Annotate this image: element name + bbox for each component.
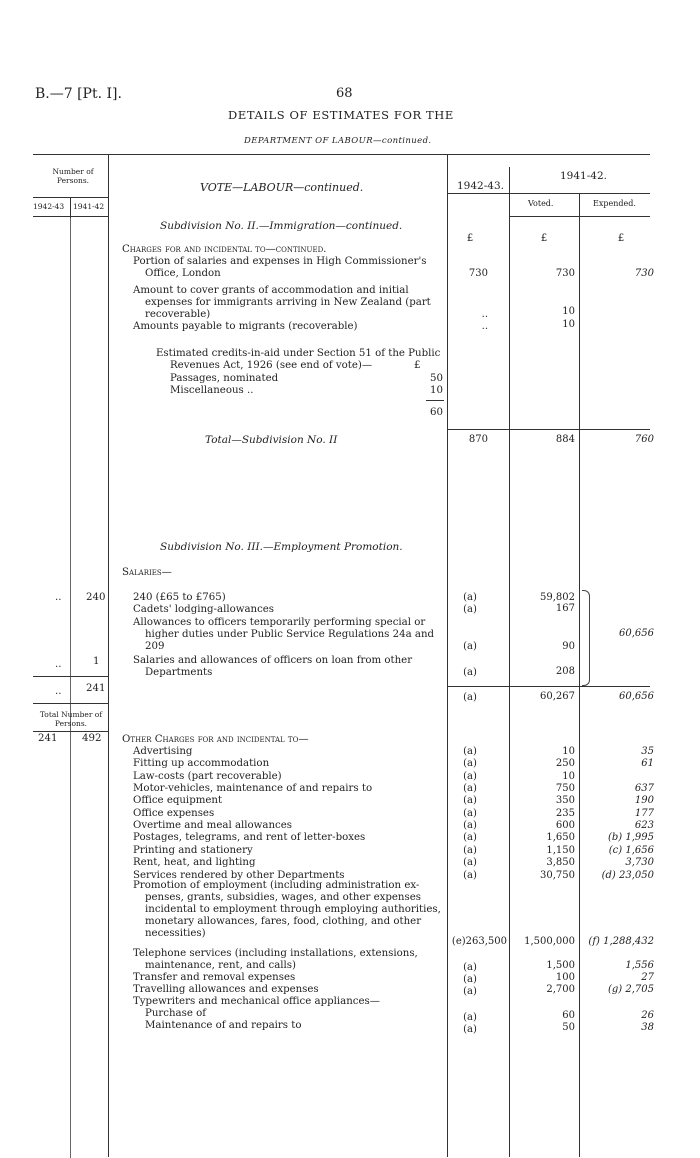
amount-voted: 1,650: [546, 832, 575, 843]
amount-expended: (g) 2,705: [607, 984, 654, 995]
amount-voted: 10: [562, 306, 575, 317]
persons-year-1942-43: 1942-43: [33, 202, 65, 211]
persons-1941-42: 241: [86, 683, 106, 694]
amount-expended: (c) 1,656: [608, 845, 654, 856]
amount-expended: 38: [641, 1022, 654, 1033]
line-item-label: Amount to cover grants of accommodation and initial: [133, 285, 409, 296]
persons-1942-43: ..: [55, 686, 62, 697]
amount-voted: 235: [555, 808, 575, 819]
amount-1942-43: ..: [481, 309, 488, 320]
total-expended: 760: [634, 434, 654, 445]
amount-1942-43: 730: [468, 268, 488, 279]
total-persons-1942-43: 241: [38, 733, 58, 744]
persons-1941-42: 1: [93, 656, 100, 667]
amount-expended: 3,730: [625, 857, 654, 868]
subtotal-voted: 60,267: [540, 691, 575, 702]
amount-1942-43: (a): [463, 962, 477, 973]
credits-heading: Revenues Act, 1926 (see end of vote)—: [170, 360, 373, 371]
pound-sign: £: [617, 233, 625, 244]
vote-heading: VOTE—LABOUR—continued.: [200, 181, 364, 194]
amount-voted: 208: [555, 666, 575, 677]
subtotal-1942-43: (a): [463, 692, 477, 703]
amount-voted: 90: [562, 641, 575, 652]
persons-1942-43: ..: [55, 592, 62, 603]
persons-year-1941-42: 1941-42: [73, 202, 105, 211]
line-item-label: Services rendered by other Departments: [133, 870, 345, 881]
amount-1942-43: (a): [463, 771, 477, 782]
number-of-persons-header: Number of Persons.: [52, 167, 94, 185]
amount-voted: 167: [555, 603, 575, 614]
line-item-label: Portion of salaries and expenses in High Commissioner's: [133, 256, 427, 267]
page-number: 68: [336, 86, 353, 101]
line-item-label: Promotion of employment (including administration ex-: [133, 880, 420, 891]
expended-header: Expended.: [593, 199, 636, 208]
amount-1942-43: (a): [463, 986, 477, 997]
amount-1942-43: (a): [463, 1012, 477, 1023]
voted-header: Voted.: [528, 199, 554, 208]
line-item-label: Typewriters and mechanical office appliances—: [133, 996, 380, 1007]
amount-voted: 730: [555, 268, 575, 279]
line-item-label: Rent, heat, and lighting: [133, 857, 256, 868]
amount-expended: 26: [641, 1010, 654, 1021]
line-item-label: Office expenses: [133, 808, 215, 819]
amount-1942-43: (a): [463, 870, 477, 881]
credit-label: Miscellaneous ..: [170, 385, 254, 396]
amount-expended: (d) 23,050: [601, 870, 654, 881]
amount-voted: 10: [562, 746, 575, 757]
charges-heading: Charges for and incidental to—continued.: [122, 244, 327, 255]
amount-1942-43: (e)263,500: [451, 936, 507, 947]
line-item-label: Overtime and meal allowances: [133, 820, 292, 831]
amount-1942-43: (a): [463, 845, 477, 856]
amount-voted: 60: [562, 1010, 575, 1021]
line-item-label: recoverable): [145, 309, 211, 320]
amount-voted: 1,500,000: [524, 936, 575, 947]
line-item-label: Maintenance of and repairs to: [145, 1020, 302, 1031]
line-item-label: maintenance, rent, and calls): [145, 960, 297, 971]
amount-1942-43: (a): [463, 604, 477, 615]
line-item-label: necessities): [145, 928, 206, 939]
pound-sign: £: [414, 360, 421, 371]
line-item-label: Purchase of: [145, 1008, 207, 1019]
line-item-label: Office, London: [145, 268, 221, 279]
total-1942-43: 870: [468, 434, 488, 445]
page-title: DETAILS OF ESTIMATES FOR THE: [228, 108, 454, 122]
amount-expended: (f) 1,288,432: [588, 936, 654, 947]
persons-1942-43: ..: [55, 659, 62, 670]
line-item-label: Transfer and removal expenses: [133, 972, 296, 983]
amount-voted: 50: [562, 1022, 575, 1033]
amount-expended: 35: [641, 746, 654, 757]
salaries-heading: Salaries—: [122, 567, 172, 578]
amount-expended: 190: [634, 795, 654, 806]
amount-expended: 637: [634, 783, 654, 794]
credit-amount: 50: [430, 373, 443, 384]
line-item-label: 240 (£65 to £765): [133, 592, 226, 603]
amount-1942-43: (a): [463, 746, 477, 757]
pound-sign: £: [540, 233, 548, 244]
amount-voted: 2,700: [546, 984, 575, 995]
line-item-label: Law-costs (part recoverable): [133, 771, 282, 782]
line-item-label: monetary allowances, fares, food, clothing, and other: [145, 916, 422, 927]
amount-voted: 600: [555, 820, 575, 831]
credit-amount: 10: [430, 385, 443, 396]
subdivision-ii-heading: Subdivision No. II.—Immigration—continued.: [160, 220, 403, 232]
amount-1942-43: (a): [463, 857, 477, 868]
line-item-label: Amounts payable to migrants (recoverable): [133, 321, 358, 332]
persons-1941-42: 240: [86, 592, 106, 603]
amount-1942-43: ..: [481, 321, 488, 332]
amount-1942-43: (a): [463, 820, 477, 831]
amount-1942-43: (a): [463, 592, 477, 603]
amount-expended: (b) 1,995: [607, 832, 654, 843]
amount-voted: 1,500: [546, 960, 575, 971]
amount-voted: 250: [555, 758, 575, 769]
amount-expended: 61: [641, 758, 654, 769]
amount-1942-43: (a): [463, 783, 477, 794]
amount-voted: 750: [555, 783, 575, 794]
line-item-label: higher duties under Public Service Regulations 24a and: [145, 629, 435, 640]
amount-1942-43: (a): [463, 667, 477, 678]
line-item-label: Salaries and allowances of officers on loan from other: [133, 655, 413, 666]
report-reference: B.—7 [Pt. I].: [35, 86, 122, 102]
amount-voted: 1,150: [546, 845, 575, 856]
amount-voted: 10: [562, 319, 575, 330]
line-item-label: Postages, telegrams, and rent of letter-boxes: [133, 832, 366, 843]
line-item-label: Motor-vehicles, maintenance of and repairs to: [133, 783, 373, 794]
subdivision-ii-total-label: Total—Subdivision No. II: [205, 434, 338, 446]
line-item-label: Fitting up accommodation: [133, 758, 270, 769]
subtotal-expended: 60,656: [619, 691, 654, 702]
amount-voted: 10: [562, 771, 575, 782]
amount-expended: 730: [634, 268, 654, 279]
amount-1942-43: (a): [463, 808, 477, 819]
amount-expended: 623: [634, 820, 654, 831]
amount-1942-43: (a): [463, 974, 477, 985]
total-persons-label: Total Number of Persons.: [39, 710, 103, 728]
column-1941-42: 1941-42.: [560, 170, 607, 182]
line-item-label: Departments: [145, 667, 213, 678]
line-item-label: Cadets' lodging-allowances: [133, 604, 275, 615]
line-item-label: incidental to employment through employing authorities,: [145, 904, 441, 915]
amount-1942-43: (a): [463, 641, 477, 652]
amount-1942-43: (a): [463, 832, 477, 843]
amount-expended: 177: [634, 808, 654, 819]
pound-sign: £: [466, 233, 474, 244]
line-item-label: Printing and stationery: [133, 845, 253, 856]
amount-expended: 1,556: [625, 960, 654, 971]
total-voted: 884: [555, 434, 575, 445]
line-item-label: 209: [145, 641, 165, 652]
column-1942-43: 1942-43.: [457, 180, 504, 192]
amount-1942-43: (a): [463, 758, 477, 769]
department-title: DEPARTMENT OF LABOUR—continued.: [244, 136, 432, 146]
credit-label: Passages, nominated: [170, 373, 279, 384]
amount-voted: 100: [555, 972, 575, 983]
amount-voted: 3,850: [546, 857, 575, 868]
line-item-label: penses, grants, subsidies, wages, and other expenses: [145, 892, 421, 903]
amount-voted: 59,802: [540, 592, 575, 603]
line-item-label: Advertising: [133, 746, 193, 757]
other-charges-heading: Other Charges for and incidental to—: [122, 734, 309, 745]
credits-heading: Estimated credits-in-aid under Section 51 of the Public: [156, 348, 441, 359]
line-item-label: expenses for immigrants arriving in New Zealand (part: [145, 297, 431, 308]
amount-voted: 30,750: [540, 870, 575, 881]
line-item-label: Telephone services (including installations, extensions,: [133, 948, 418, 959]
line-item-label: Office equipment: [133, 795, 223, 806]
amount-voted: 350: [555, 795, 575, 806]
amount-expended: 60,656: [619, 628, 654, 639]
amount-1942-43: (a): [463, 795, 477, 806]
amount-1942-43: (a): [463, 1024, 477, 1035]
line-item-label: Allowances to officers temporarily performing special or: [133, 617, 426, 628]
subdivision-iii-heading: Subdivision No. III.—Employment Promotion.: [160, 541, 403, 553]
amount-expended: 27: [641, 972, 654, 983]
credit-total: 60: [430, 407, 443, 418]
line-item-label: Travelling allowances and expenses: [133, 984, 319, 995]
total-persons-1941-42: 492: [82, 733, 102, 744]
